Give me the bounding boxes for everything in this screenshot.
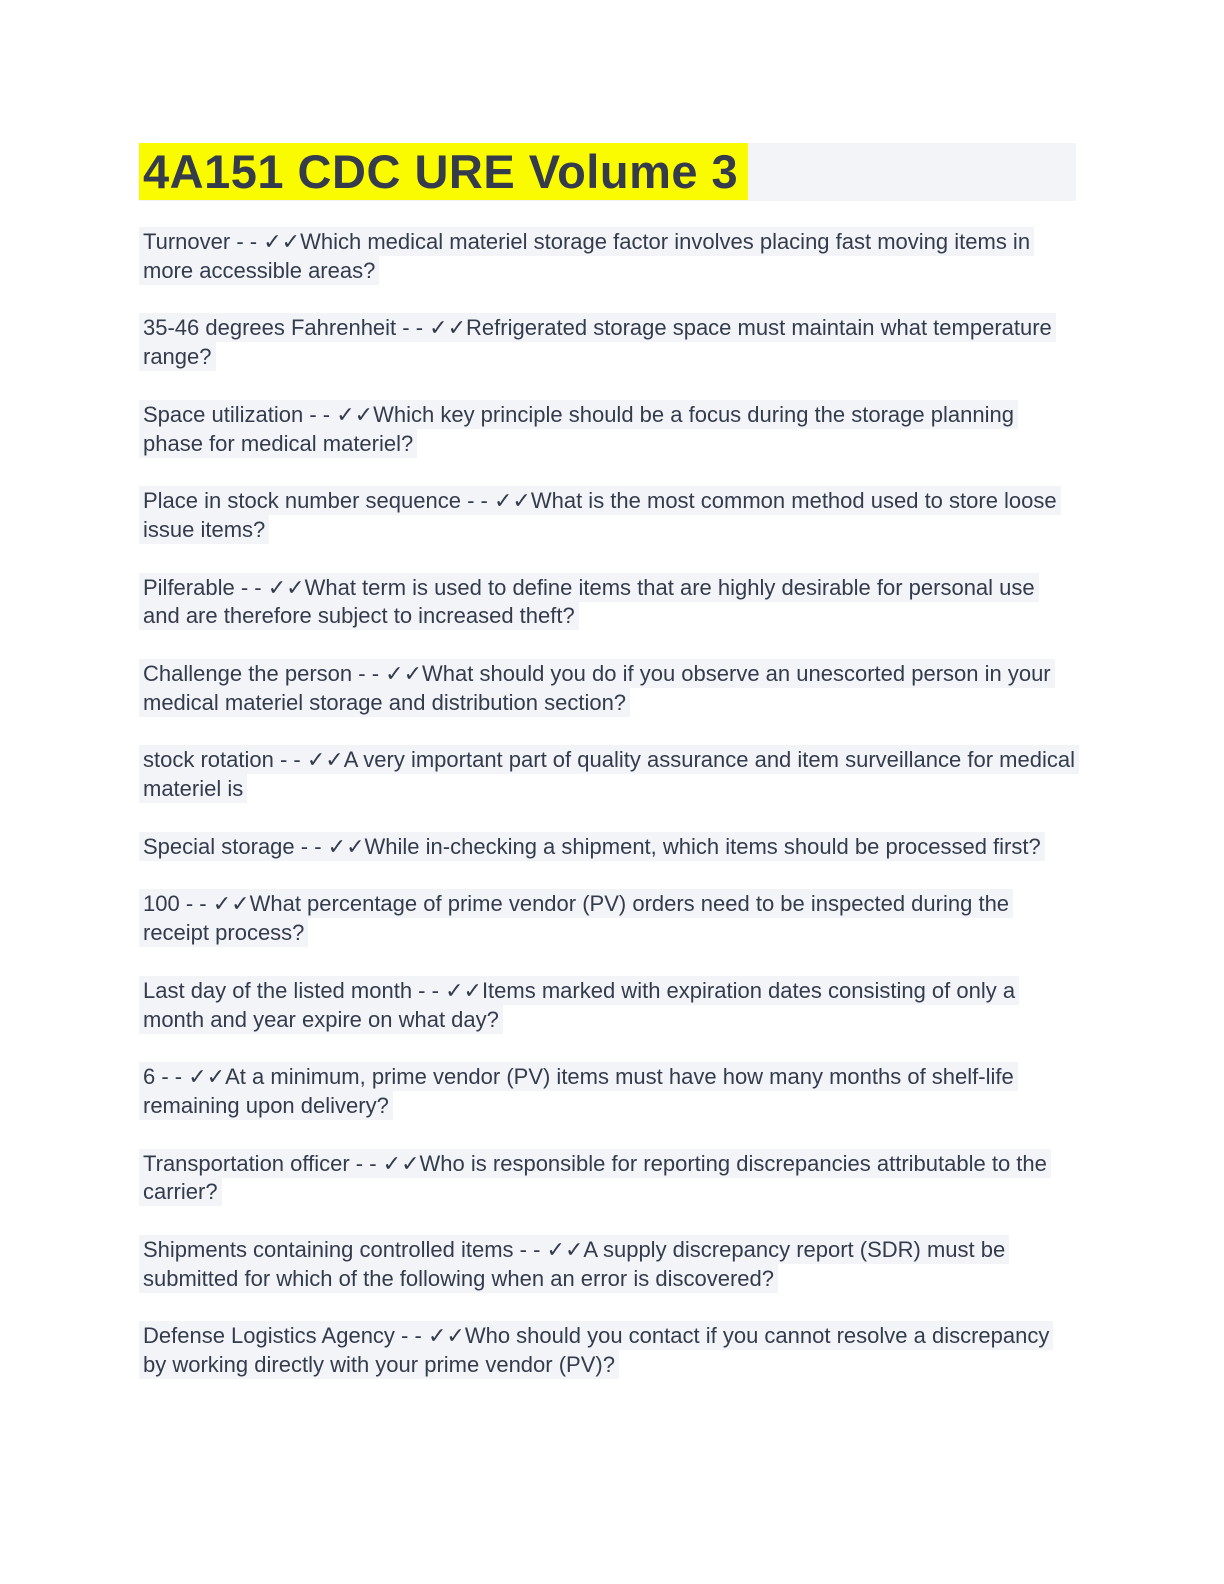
qa-answer: 6 <box>143 1064 156 1090</box>
qa-answer: Space utilization <box>143 401 304 427</box>
checkmarks-icon: ✓✓ <box>212 891 250 917</box>
qa-item <box>139 833 1077 862</box>
qa-item-text <box>139 745 1079 803</box>
checkmarks-icon: ✓✓ <box>385 660 423 686</box>
checkmarks-icon: ✓✓ <box>382 1150 420 1176</box>
qa-item <box>139 314 1077 372</box>
qa-question: Items marked with expiration dates consisting of only a month and year expire on what day? <box>143 977 1016 1032</box>
checkmarks-icon: ✓✓ <box>546 1236 584 1262</box>
qa-question: Which key principle should be a focus during the storage planning phase for medical materiel? <box>143 401 1014 456</box>
qa-item <box>139 1150 1077 1208</box>
qa-separator: - - <box>394 1323 428 1349</box>
qa-separator: - - <box>513 1236 547 1262</box>
qa-item-text <box>139 573 1039 631</box>
qa-question: A supply discrepancy report (SDR) must be submitted for which of the following when an error is discovered? <box>143 1236 1006 1291</box>
qa-separator: - - <box>349 1150 383 1176</box>
qa-question: What is the most common method used to store loose issue items? <box>143 488 1057 542</box>
qa-question: Which medical materiel storage factor involves placing fast moving items in more accessible areas? <box>143 229 1031 283</box>
qa-separator: - - <box>303 401 337 427</box>
page-title-text: 4A151 CDC URE Volume 3 <box>139 143 748 200</box>
qa-item-text <box>139 313 1056 371</box>
qa-separator: - - <box>234 574 268 600</box>
qa-answer: 35-46 degrees Fahrenheit <box>143 315 397 341</box>
qa-item <box>139 1322 1077 1380</box>
qa-item <box>139 1063 1077 1121</box>
qa-separator: - - <box>294 833 328 859</box>
checkmarks-icon: ✓✓ <box>427 1323 465 1349</box>
qa-item-text <box>139 976 1019 1034</box>
qa-separator: - - <box>412 977 446 1003</box>
qa-item-text <box>139 400 1018 458</box>
qa-separator: - - <box>230 229 264 254</box>
qa-item-text <box>139 1235 1009 1293</box>
qa-answer: Turnover <box>143 229 231 254</box>
qa-answer: Pilferable <box>143 574 235 600</box>
qa-item <box>139 660 1077 718</box>
checkmarks-icon: ✓✓ <box>327 833 365 859</box>
checkmarks-icon: ✓✓ <box>493 488 531 514</box>
qa-answer: Place in stock number sequence <box>143 488 461 514</box>
qa-answer: Challenge the person <box>143 660 353 686</box>
qa-question: Who should you contact if you cannot resolve a discrepancy by working directly with your prime vendor (PV)? <box>143 1323 1050 1378</box>
checkmarks-icon: ✓✓ <box>188 1064 226 1090</box>
checkmarks-icon: ✓✓ <box>306 747 344 773</box>
qa-answer: Last day of the listed month <box>143 977 413 1003</box>
qa-item-text <box>139 1321 1053 1379</box>
qa-separator: - - <box>273 747 307 773</box>
qa-list <box>139 228 1077 1380</box>
qa-item-text <box>139 832 1045 861</box>
checkmarks-icon: ✓✓ <box>336 401 374 427</box>
qa-separator: - - <box>460 488 494 514</box>
qa-item <box>139 746 1077 804</box>
qa-item-text <box>139 227 1034 285</box>
qa-question: While in-checking a shipment, which items should be processed first? <box>364 833 1041 859</box>
qa-question: At a minimum, prime vendor (PV) items must have how many months of shelf-life remaining upon delivery? <box>143 1064 1014 1118</box>
qa-answer: stock rotation <box>143 747 274 773</box>
qa-item-text <box>139 1149 1051 1207</box>
qa-item <box>139 487 1077 545</box>
qa-question: What percentage of prime vendor (PV) orders need to be inspected during the receipt process? <box>143 891 1010 946</box>
qa-answer: 100 <box>143 891 180 917</box>
qa-item <box>139 228 1077 286</box>
qa-item-text <box>139 486 1061 544</box>
qa-question: A very important part of quality assurance and item surveillance for medical materiel is <box>143 747 1075 802</box>
qa-question: Who is responsible for reporting discrepancies attributable to the carrier? <box>143 1150 1047 1205</box>
qa-separator: - - <box>396 315 430 341</box>
qa-separator: - - <box>155 1064 189 1090</box>
checkmarks-icon: ✓✓ <box>267 574 305 600</box>
qa-question: What should you do if you observe an unescorted person in your medical materiel storage and distribution section? <box>143 660 1051 715</box>
qa-question: What term is used to define items that are highly desirable for personal use and are therefore subject to increased theft? <box>143 574 1035 629</box>
qa-item <box>139 977 1077 1035</box>
checkmarks-icon: ✓✓ <box>445 977 482 1003</box>
qa-item <box>139 401 1077 459</box>
qa-item-text <box>139 659 1055 717</box>
qa-item <box>139 1236 1077 1294</box>
qa-item-text <box>139 1062 1018 1120</box>
qa-item-text <box>139 889 1013 947</box>
qa-answer: Transportation officer <box>143 1150 350 1176</box>
qa-answer: Shipments containing controlled items <box>143 1236 514 1262</box>
qa-answer: Special storage <box>143 833 295 859</box>
checkmarks-icon: ✓✓ <box>429 315 467 341</box>
qa-item <box>139 890 1077 948</box>
qa-separator: - - <box>179 891 213 917</box>
qa-question: Refrigerated storage space must maintain what temperature range? <box>143 315 1052 370</box>
qa-item <box>139 574 1077 632</box>
page-title <box>139 143 1076 201</box>
qa-separator: - - <box>352 660 386 686</box>
qa-answer: Defense Logistics Agency <box>143 1323 395 1349</box>
checkmarks-icon: ✓✓ <box>263 229 301 254</box>
